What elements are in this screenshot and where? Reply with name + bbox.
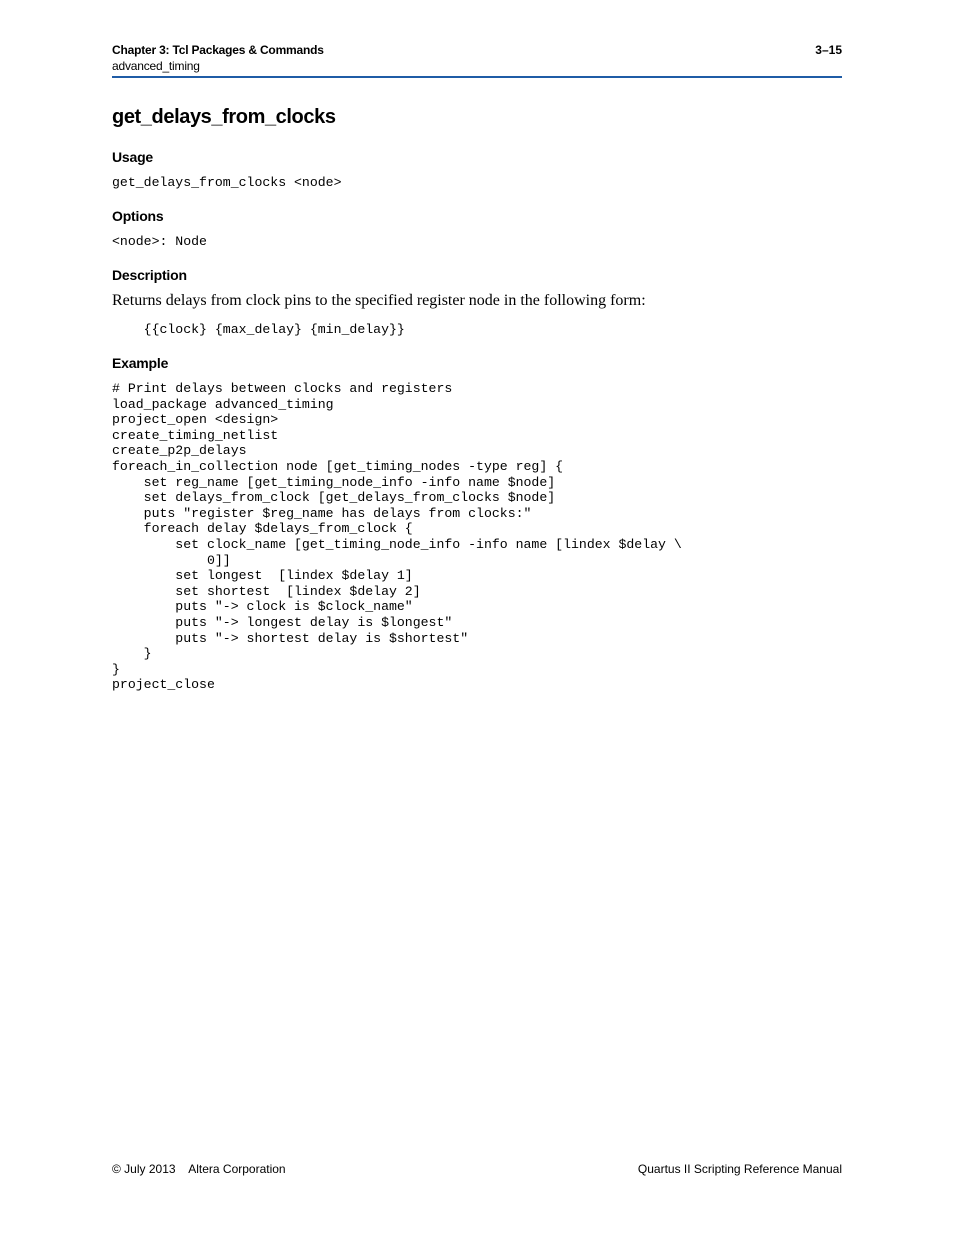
header-chapter: Chapter 3: Tcl Packages & Commands [112, 43, 324, 57]
usage-heading: Usage [112, 149, 154, 165]
example-code: # Print delays between clocks and registers load_package advanced_timing project_open <design> create_timing_netlist create_p2p_delays foreach_in_collection node [get_timing_nodes -type reg] { set reg_name [get_timing_node_info -info name $node] set delays_from_clock [get_delays_from_clocks $node] puts "register $reg_name has delays from clocks:" foreach delay $delays_from_clock { set clock_name [get_timing_node_info -info name [lindex $delay \ 0]] set longest [lindex $delay 1] set shortest [lindex $delay 2] puts "-> clock is $clock_name" puts "-> longest delay is $longest" puts "-> shortest delay is $shortest" } } project_close [112, 381, 682, 693]
footer-copyright: © July 2013 Altera Corporation [112, 1162, 286, 1176]
options-heading: Options [112, 208, 164, 224]
description-heading: Description [112, 267, 187, 283]
page-title: get_delays_from_clocks [112, 106, 336, 128]
usage-code: get_delays_from_clocks <node> [112, 175, 342, 190]
footer-manual-title: Quartus II Scripting Reference Manual [637, 1162, 842, 1176]
header-section: advanced_timing [112, 59, 200, 73]
example-heading: Example [112, 355, 169, 371]
header-rule [112, 76, 842, 78]
description-code: {{clock} {max_delay} {min_delay}} [112, 322, 405, 337]
description-text: Returns delays from clock pins to the specified register node in the following form: [112, 292, 646, 309]
header-page-number: 3–15 [815, 43, 842, 57]
options-code: <node>: Node [112, 234, 207, 249]
